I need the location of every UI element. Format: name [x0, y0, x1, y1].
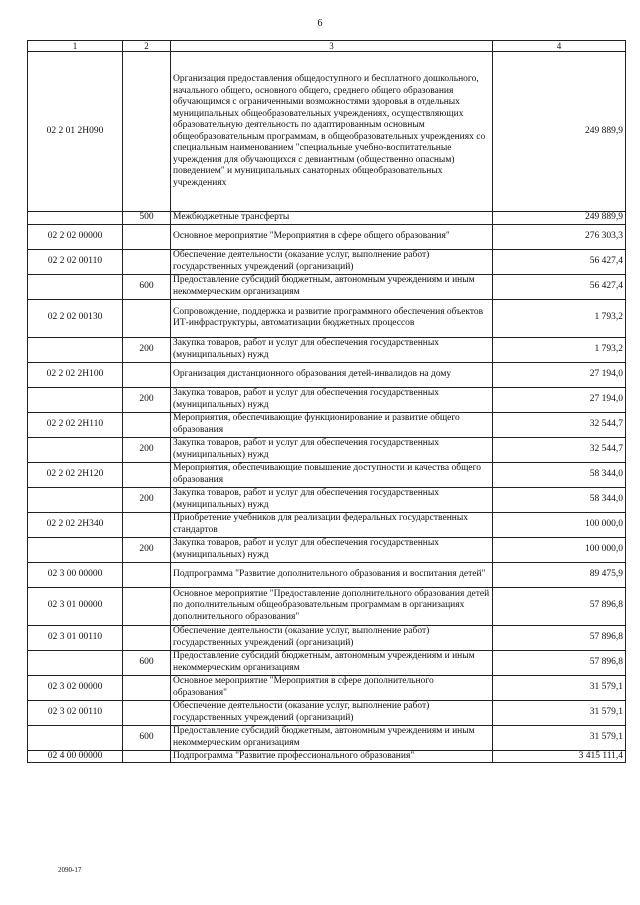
column-number-4: 4	[493, 41, 626, 52]
expense-type-code	[123, 52, 171, 212]
amount-cell: 27 194,0	[493, 387, 626, 412]
table-row	[28, 587, 626, 625]
amount-cell: 57 896,8	[493, 650, 626, 675]
expense-type-code: 500	[123, 212, 171, 225]
amount-cell: 100 000,0	[493, 537, 626, 562]
expense-type-code: 200	[123, 437, 171, 462]
expense-type-code: 200	[123, 337, 171, 362]
amount-cell: 32 544,7	[493, 437, 626, 462]
amount-cell: 58 344,0	[493, 462, 626, 487]
item-description: Закупка товаров, работ и услуг для обеспечения государственных (муниципальных) нужд	[171, 437, 493, 462]
table-row	[28, 537, 626, 562]
expense-type-code: 200	[123, 537, 171, 562]
table-row	[28, 299, 626, 337]
item-description: Организация дистанционного образования детей-инвалидов на дому	[171, 362, 493, 387]
column-number-3: 3	[171, 41, 493, 52]
amount-cell: 56 427,4	[493, 249, 626, 274]
table-row	[28, 487, 626, 512]
item-description: Мероприятия, обеспечивающие повышение доступности и качества общего образования	[171, 462, 493, 487]
target-article-code: 02 3 01 00110	[28, 625, 123, 650]
item-description: Предоставление субсидий бюджетным, автономным учреждениям и иным некоммерческим организациям	[171, 650, 493, 675]
table-row	[28, 650, 626, 675]
table-row	[28, 274, 626, 299]
target-article-code	[28, 487, 123, 512]
target-article-code: 02 2 02 00000	[28, 224, 123, 249]
item-description: Предоставление субсидий бюджетным, автономным учреждениям и иным некоммерческим организациям	[171, 274, 493, 299]
table-row	[28, 412, 626, 437]
target-article-code	[28, 337, 123, 362]
amount-cell: 58 344,0	[493, 487, 626, 512]
target-article-code: 02 4 00 00000	[28, 750, 123, 763]
item-description: Организация предоставления общедоступного и бесплатного дошкольного, начального общего, основного общего, среднего общего образования обучающимся с ограниченными возможностями здоровья в отдельных муниципальных общеобразовательных учреждениях, осуществляющих образовательную деятельность по адаптированным основным общеобразовательным программам, в общеобразовательных учреждениях со специальным наименованием "специальные учебно-воспитательные учреждения для обучающихся с девиантным (общественно опасным) поведением" и муниципальных санаторных общеобразовательных учреждениях	[171, 52, 493, 212]
table-row	[28, 212, 626, 225]
target-article-code: 02 2 02 2Н110	[28, 412, 123, 437]
item-description: Закупка товаров, работ и услуг для обеспечения государственных (муниципальных) нужд	[171, 487, 493, 512]
budget-table	[27, 40, 626, 763]
item-description: Закупка товаров, работ и услуг для обеспечения государственных (муниципальных) нужд	[171, 537, 493, 562]
amount-cell: 56 427,4	[493, 274, 626, 299]
target-article-code: 02 2 01 2Н090	[28, 52, 123, 212]
expense-type-code	[123, 249, 171, 274]
target-article-code: 02 2 02 00110	[28, 249, 123, 274]
target-article-code	[28, 387, 123, 412]
item-description: Обеспечение деятельности (оказание услуг, выполнение работ) государственных учреждений (организаций)	[171, 249, 493, 274]
expense-type-code	[123, 362, 171, 387]
item-description: Приобретение учебников для реализации федеральных государственных стандартов	[171, 512, 493, 537]
amount-cell: 27 194,0	[493, 362, 626, 387]
column-number-2: 2	[123, 41, 171, 52]
amount-cell: 31 579,1	[493, 675, 626, 700]
item-description: Мероприятия, обеспечивающие функционирование и развитие общего образования	[171, 412, 493, 437]
table-row	[28, 512, 626, 537]
table-row	[28, 249, 626, 274]
amount-cell: 32 544,7	[493, 412, 626, 437]
target-article-code	[28, 274, 123, 299]
item-description: Предоставление субсидий бюджетным, автономным учреждениям и иным некоммерческим организациям	[171, 725, 493, 750]
amount-cell: 89 475,9	[493, 562, 626, 587]
expense-type-code	[123, 700, 171, 725]
expense-type-code	[123, 224, 171, 249]
target-article-code: 02 3 02 00110	[28, 700, 123, 725]
table-row	[28, 700, 626, 725]
amount-cell: 3 415 111,4	[493, 750, 626, 763]
expense-type-code: 600	[123, 725, 171, 750]
item-description: Закупка товаров, работ и услуг для обеспечения государственных (муниципальных) нужд	[171, 387, 493, 412]
expense-type-code	[123, 412, 171, 437]
item-description: Основное мероприятие "Предоставление дополнительного образования детей по дополнительным общеобразовательным программам в организациях дополнительного образования"	[171, 587, 493, 625]
item-description: Подпрограмма "Развитие дополнительного образования и воспитания детей"	[171, 562, 493, 587]
target-article-code: 02 2 02 00130	[28, 299, 123, 337]
target-article-code	[28, 725, 123, 750]
target-article-code: 02 3 01 00000	[28, 587, 123, 625]
page-number: 6	[317, 18, 323, 29]
target-article-code	[28, 437, 123, 462]
amount-cell: 100 000,0	[493, 512, 626, 537]
table-row	[28, 337, 626, 362]
target-article-code: 02 2 02 2Н100	[28, 362, 123, 387]
amount-cell: 31 579,1	[493, 700, 626, 725]
expense-type-code: 600	[123, 650, 171, 675]
column-number-row	[28, 41, 626, 52]
expense-type-code: 600	[123, 274, 171, 299]
target-article-code: 02 3 00 00000	[28, 562, 123, 587]
expense-type-code: 200	[123, 387, 171, 412]
amount-cell: 31 579,1	[493, 725, 626, 750]
table-row	[28, 462, 626, 487]
target-article-code: 02 3 02 00000	[28, 675, 123, 700]
item-description: Основное мероприятие "Мероприятия в сфере общего образования"	[171, 224, 493, 249]
table-row	[28, 437, 626, 462]
expense-type-code	[123, 675, 171, 700]
table-row	[28, 625, 626, 650]
item-description: Закупка товаров, работ и услуг для обеспечения государственных (муниципальных) нужд	[171, 337, 493, 362]
amount-cell: 276 303,3	[493, 224, 626, 249]
table-row	[28, 562, 626, 587]
table-row	[28, 750, 626, 763]
expense-type-code: 200	[123, 487, 171, 512]
table-row	[28, 224, 626, 249]
expense-type-code	[123, 512, 171, 537]
amount-cell: 249 889,9	[493, 212, 626, 225]
amount-cell: 249 889,9	[493, 52, 626, 212]
target-article-code	[28, 650, 123, 675]
item-description: Обеспечение деятельности (оказание услуг, выполнение работ) государственных учреждений (организаций)	[171, 625, 493, 650]
table-row	[28, 387, 626, 412]
item-description: Подпрограмма "Развитие профессионального образования"	[171, 750, 493, 763]
item-description: Межбюджетные трансферты	[171, 212, 493, 225]
amount-cell: 1 793,2	[493, 299, 626, 337]
amount-cell: 1 793,2	[493, 337, 626, 362]
expense-type-code	[123, 625, 171, 650]
expense-type-code	[123, 299, 171, 337]
item-description: Сопровождение, поддержка и развитие программного обеспечения объектов ИТ-инфраструктуры, автоматизации бюджетных процессов	[171, 299, 493, 337]
table-row	[28, 52, 626, 212]
expense-type-code	[123, 562, 171, 587]
target-article-code	[28, 212, 123, 225]
expense-type-code	[123, 587, 171, 625]
amount-cell: 57 896,8	[493, 587, 626, 625]
target-article-code	[28, 537, 123, 562]
target-article-code: 02 2 02 2Н340	[28, 512, 123, 537]
expense-type-code	[123, 750, 171, 763]
document-code: 2090-17	[58, 866, 82, 874]
item-description: Основное мероприятие "Мероприятия в сфере дополнительного образования"	[171, 675, 493, 700]
column-number-1: 1	[28, 41, 123, 52]
table-row	[28, 725, 626, 750]
table-row	[28, 675, 626, 700]
amount-cell: 57 896,8	[493, 625, 626, 650]
expense-type-code	[123, 462, 171, 487]
target-article-code: 02 2 02 2Н120	[28, 462, 123, 487]
table-row	[28, 362, 626, 387]
item-description: Обеспечение деятельности (оказание услуг, выполнение работ) государственных учреждений (организаций)	[171, 700, 493, 725]
